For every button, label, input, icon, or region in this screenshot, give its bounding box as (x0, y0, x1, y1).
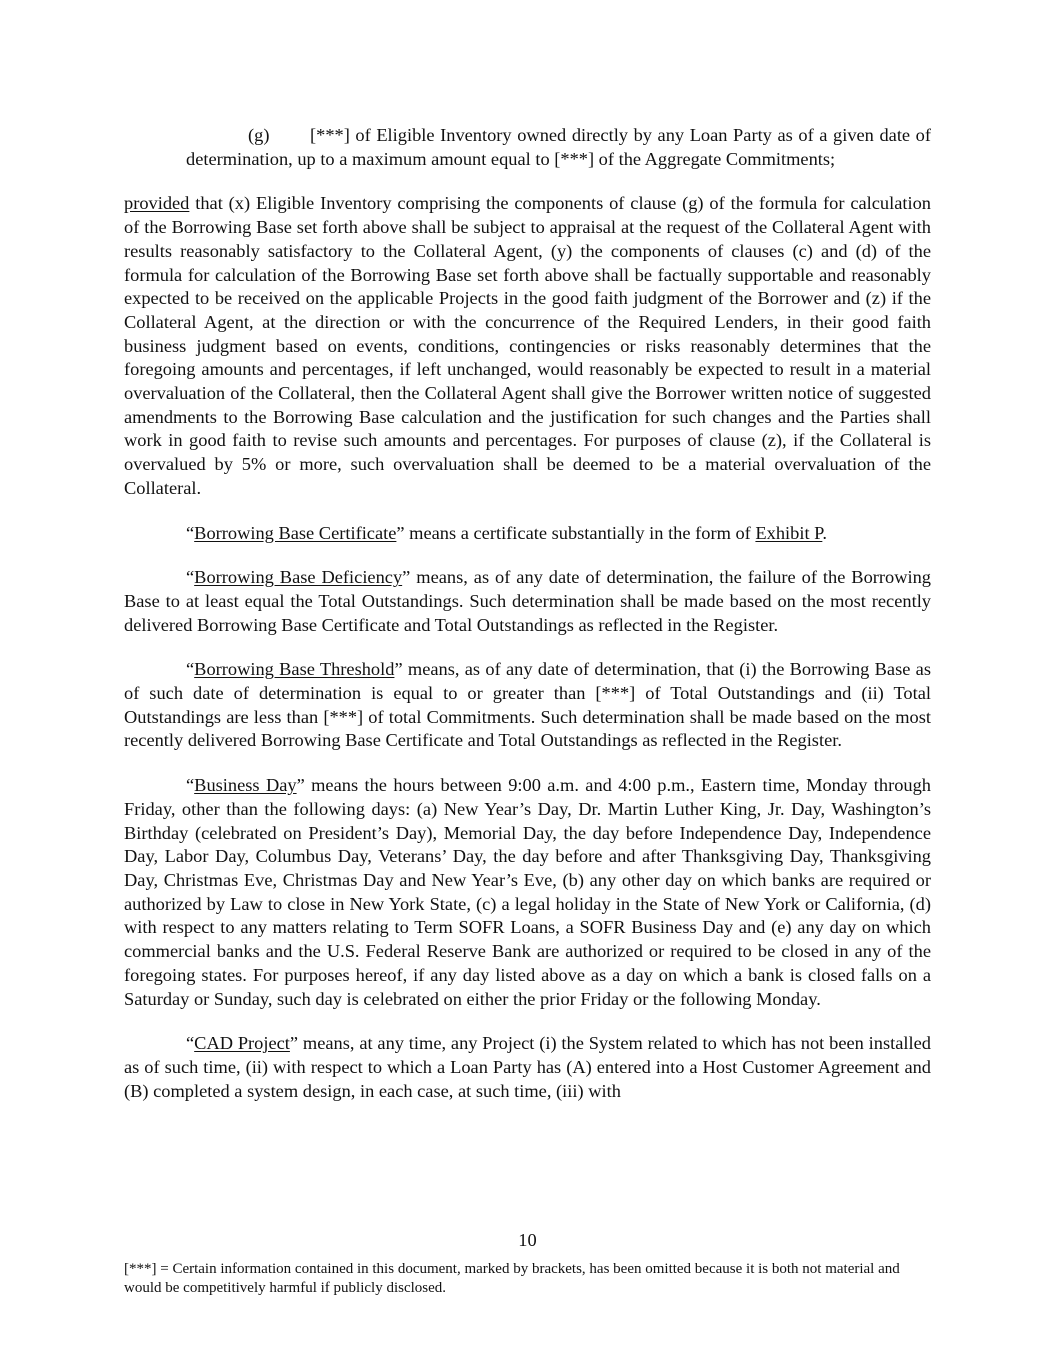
spacer (124, 501, 931, 522)
definition-cad-project (124, 1032, 931, 1103)
clause-g-label: (g) (248, 125, 270, 145)
proviso-lead: provided (124, 193, 190, 214)
page-number: 10 (518, 1230, 537, 1250)
definition-borrowing-base-threshold (124, 658, 931, 753)
definition-borrowing-base-certificate (124, 522, 931, 546)
definition-text: ” means a certificate substantially in the form of (396, 522, 756, 543)
clause-g (186, 124, 931, 171)
defined-term: Business Day (194, 775, 297, 796)
open-quote: “ (186, 567, 195, 588)
defined-term: Borrowing Base Deficiency (194, 567, 403, 588)
spacer (124, 753, 931, 774)
page-body (124, 124, 931, 1103)
spacer (124, 637, 931, 658)
exhibit-reference: Exhibit P (755, 522, 823, 543)
open-quote: “ (186, 775, 195, 796)
open-quote: “ (186, 659, 195, 680)
definition-text: ” means the hours between 9:00 a.m. and 4:00 p.m., Eastern time, Monday through Friday, other than the following days: (a) New Year’s Day, Dr. Martin Luther King, Jr. Day, Washington’s Birthday (celebrated on President’s Day), Memorial Day, the day before Independence Day, Independence Day, Labor Day, Columbus Day, Veterans’ Day, the day before and after Thanksgiving Day, Thanksgiving Day, Christmas Eve, Christmas Day and New Year’s Eve, (b) any other day on which banks are required or authorized by Law to close in New York State, (c) a legal holiday in the State of New York or California, (d) with respect to any matters relating to Term SOFR Loans, a SOFR Business Day and (e) any day on which commercial banks and the U.S. Federal Reserve Bank are authorized or required to be closed in any of the foregoing states. For purposes hereof, if any day listed above as a day on which a bank is closed falls on a Saturday or Sunday, such day is celebrated on either the prior Friday or the following Monday. (124, 775, 932, 1009)
open-quote: “ (186, 1033, 195, 1054)
period: . (822, 522, 827, 543)
definition-text: ” means, at any time, any Project (i) the System related to which has not been installed as of such time, (ii) with respect to which a Loan Party has (A) entered into a Host Customer Agreement and (B) completed a system design, in each case, at such time, (iii) with (124, 1033, 931, 1101)
defined-term: Borrowing Base Certificate (194, 522, 397, 543)
footnote: [***] = Certain information contained in this document, marked by brackets, has been omitted because it is both not material and would be competitively harmful if publicly disclosed. (124, 1261, 900, 1296)
definition-text: ” means, as of any date of determination, that (i) the Borrowing Base as of such date of determination is equal to or greater than [***] of Total Outstandings and (ii) Total Outstandings are less than [***] of total Commitments. Such determination shall be made based on the most recently delivered Borrowing Base Certificate and Total Outstandings as reflected in the Register. (124, 659, 932, 751)
definition-borrowing-base-deficiency (124, 566, 931, 637)
proviso-text: that (x) Eligible Inventory comprising the components of clause (g) of the formula for calculation of the Borrowing Base set forth above shall be subject to appraisal at the request of the Collateral Agent with results reasonably satisfactory to the Collateral Agent, (y) the components of clauses (c) and (d) of the formula for calculation of the Borrowing Base set forth above shall be factually supportable and reasonably expected to be received on the applicable Projects in the good faith judgment of the Borrower and (z) if the Collateral Agent, at the direction or with the concurrence of the Required Lenders, in their good faith business judgment based on events, conditions, contingencies or risks reasonably determines that the foregoing amounts and percentages, if left unchanged, would reasonably be expected to result in a material overvaluation of the Collateral, then the Collateral Agent shall give the Borrower written notice of suggested amendments to the Borrowing Base calculation and the justification for such changes and the Parties shall work in good faith to revise such amounts and percentages. For purposes of clause (z), if the Collateral is overvalued by 5% or more, such overvaluation shall be deemed to be a material overvaluation of the Collateral. (124, 193, 931, 498)
spacer (124, 545, 931, 566)
spacer (124, 1011, 931, 1032)
definition-text: ” means, as of any date of determination, the failure of the Borrowing Base to at least equal the Total Outstandings. Such determination shall be made based on the most recently delivered Borrowing Base Certificate and Total Outstandings as reflected in the Register. (124, 567, 931, 635)
clause-g-text: [***] of Eligible Inventory owned directly by any Loan Party as of a given date of determination, up to a maximum amount equal to [***] of the Aggregate Commitments; (186, 125, 931, 169)
open-quote: “ (186, 522, 195, 543)
spacer (124, 171, 931, 192)
defined-term: CAD Project (194, 1033, 290, 1054)
proviso-paragraph (124, 192, 931, 500)
defined-term: Borrowing Base Threshold (194, 659, 395, 680)
definition-business-day (124, 774, 931, 1011)
